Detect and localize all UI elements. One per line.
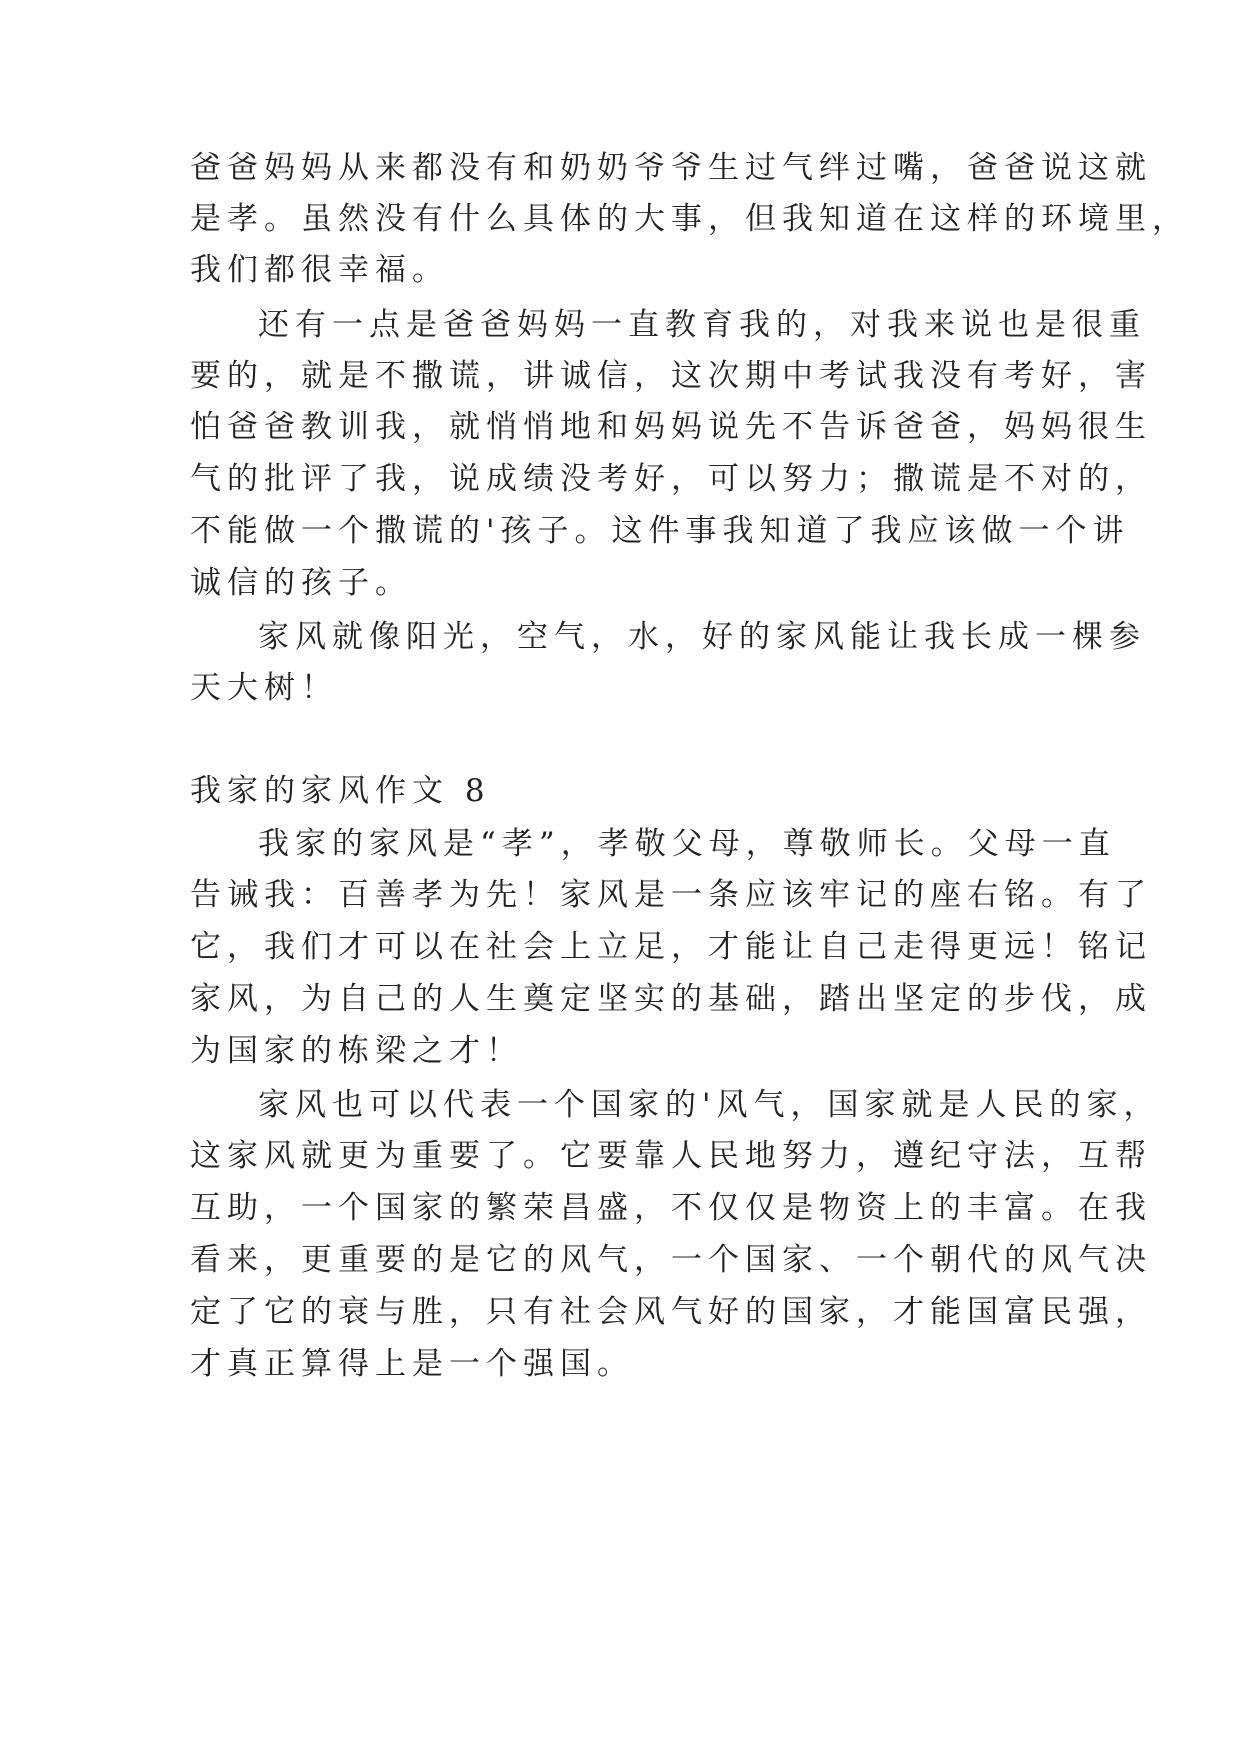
text-line: 定了它的衰与胜，只有社会风气好的国家，才能国富民强， [190, 1294, 1152, 1330]
text-line: 才真正算得上是一个强国。 [190, 1346, 634, 1382]
text-line: 家风，为自己的人生奠定坚实的基础，踏出坚定的步伐，成 [190, 981, 1152, 1017]
paragraph-start-line: 家风就像阳光，空气，水，好的家风能让我长成一棵参 [258, 619, 1146, 655]
text-line: 气的批评了我，说成绩没考好，可以努力；撒谎是不对的， [190, 461, 1152, 497]
paragraph-start-line: 家风也可以代表一个国家的'风气，国家就是人民的家， [258, 1087, 1161, 1123]
text-line: 我们都很幸福。 [190, 252, 449, 288]
text-line: 天大树！ [190, 670, 338, 706]
text-line: 告诫我：百善孝为先！家风是一条应该牢记的座右铭。有了 [190, 877, 1152, 913]
text-line: 怕爸爸教训我，就悄悄地和妈妈说先不告诉爸爸，妈妈很生 [190, 409, 1152, 445]
text-line: 这家风就更为重要了。它要靠人民地努力，遵纪守法，互帮 [190, 1138, 1152, 1174]
paragraph-start-line: 我家的家风是“孝”，孝敬父母，尊敬师长。父母一直 [258, 826, 1116, 862]
text-line: 它，我们才可以在社会上立足，才能让自己走得更远！铭记 [190, 929, 1152, 965]
text-line: 看来，更重要的是它的风气，一个国家、一个朝代的风气决 [190, 1242, 1152, 1278]
text-line: 为国家的栋梁之才！ [190, 1033, 523, 1069]
text-line: 诚信的孩子。 [190, 565, 412, 601]
text-line: 要的，就是不撒谎，讲诚信，这次期中考试我没有考好，害 [190, 358, 1152, 394]
text-line: 不能做一个撒谎的'孩子。这件事我知道了我应该做一个讲 [190, 513, 1130, 549]
paragraph-start-line: 还有一点是爸爸妈妈一直教育我的，对我来说也是很重 [258, 307, 1146, 343]
text-line: 互助，一个国家的繁荣昌盛，不仅仅是物资上的丰富。在我 [190, 1190, 1152, 1226]
section-heading: 我家的家风作文 8 [190, 773, 491, 809]
text-line: 爸爸妈妈从来都没有和奶奶爷爷生过气绊过嘴，爸爸说这就 [190, 150, 1152, 186]
text-line: 是孝。虽然没有什么具体的大事，但我知道在这样的环境里， [190, 201, 1189, 237]
